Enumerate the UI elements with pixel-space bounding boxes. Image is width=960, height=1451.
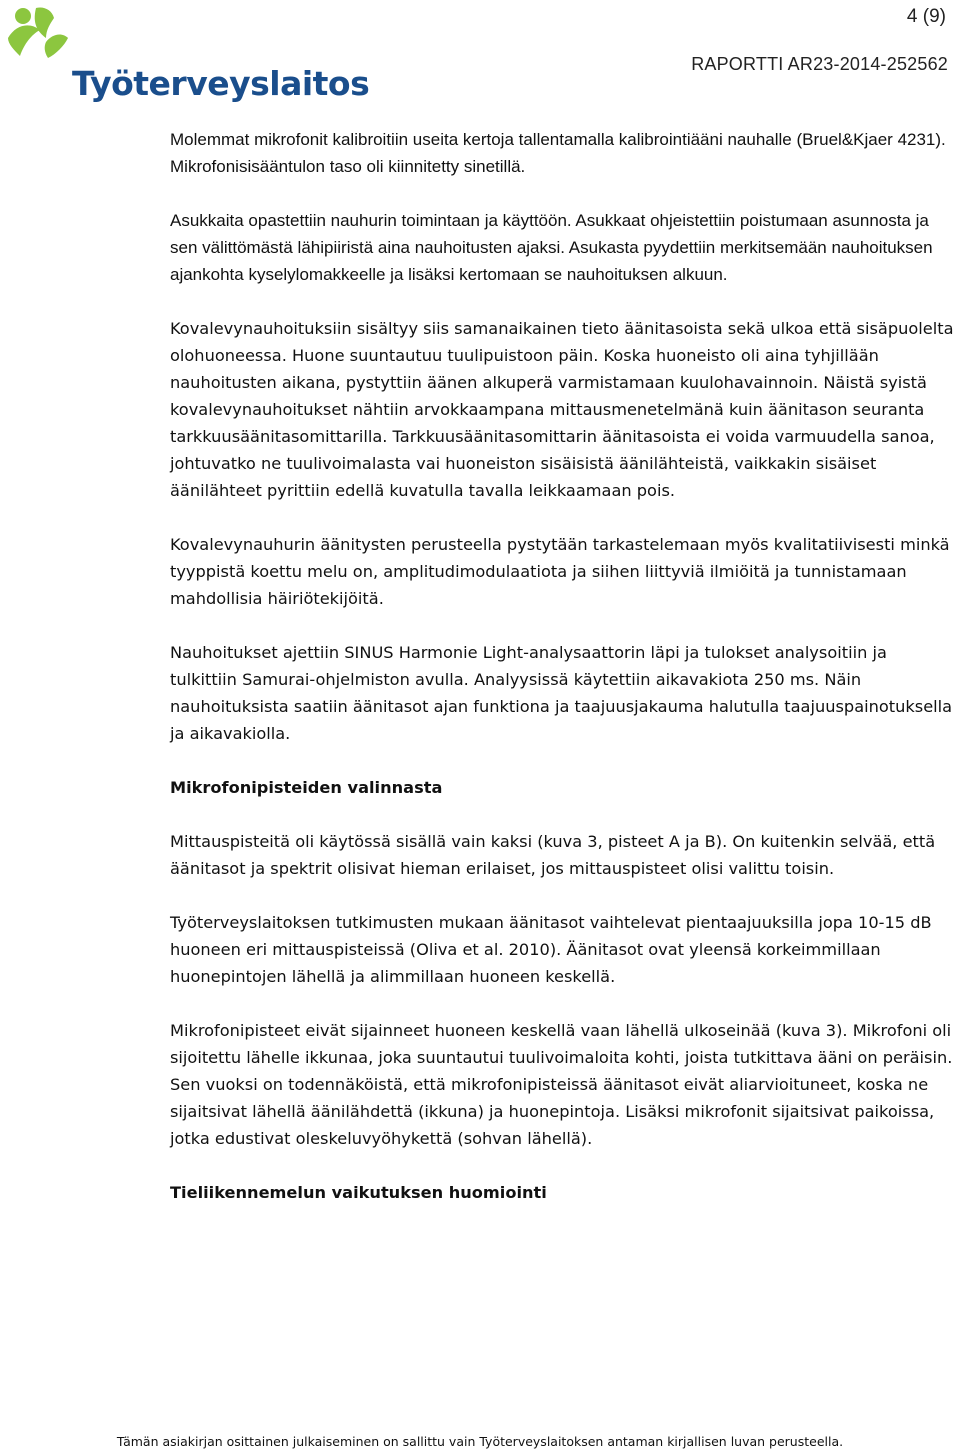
page-number: 4 (9) xyxy=(906,6,946,27)
logo-mark-icon xyxy=(6,4,76,64)
paragraph-microphone-location: Mikrofonipisteet eivät sijainneet huoneen keskellä vaan lähellä ulkoseinää (kuva 3). Mikrofoni oli sijoitettu lähelle ikkunaa, joka suuntautui tuulivoimaloita kohti, joista tutkittava ääni on peräisin. Sen vuoksi on todennäköistä, että mikrofonipisteissä äänitasot eivät aliarvioituneet, koska ne sijaitsivat lähellä äänilähdettä (ikkuna) ja huonepintoja. Lisäksi mikrofonit sijaitsivat paikoissa, jotka edustivat oleskeluvyöhykettä (sohvan lähellä). xyxy=(170,1021,953,1148)
paragraph-instructions: Asukkaita opastettiin nauhurin toimintaan ja käyttöön. Asukkaat ohjeistettiin poistumaan asunnosta ja sen välittömästä lähipiiristä aina nauhoitusten ajaksi. Asukasta pyydettiin merkitsemään nauhoituksen ajankohta kyselylomakkeelle ja lisäksi kertomaan se nauhoituksen alkuun. xyxy=(170,211,933,284)
logo-text: Työterveyslaitos xyxy=(72,64,370,103)
paragraph-calibration: Molemmat mikrofonit kalibroitiin useita kertoja tallentamalla kalibrointiääni nauhalle (Bruel&Kjaer 4231). Mikrofonisisääntulon taso oli kiinnitetty sinetillä. xyxy=(170,130,946,176)
paragraph-research: Työterveyslaitoksen tutkimusten mukaan äänitasot vaihtelevat pientaajuuksilla jopa 10-15 dB huoneen eri mittauspisteissä (Oliva et al. 2010). Äänitasot ovat yleensä korkeimmillaan huonepintojen lähellä ja alimmillaan huoneen keskellä. xyxy=(170,913,932,986)
report-id: RAPORTTI AR23-2014-252562 xyxy=(691,54,948,74)
section-heading-road-traffic: Tieliikennemelun vaikutuksen huomiointi xyxy=(170,1183,547,1202)
paragraph-recordings: Kovalevynauhoituksiin sisältyy siis samanaikainen tieto äänitasoista sekä ulkoa että sisäpuolelta olohuoneessa. Huone suuntautuu tuulipuistoon päin. Koska huoneisto oli aina tyhjillään nauhoitusten aikana, pystyttiin äänen alkuperä varmistamaan kuulohavainnoin. Näistä syistä kovalevynauhoitukset nähtiin arvokkaampana mittausmenetelmänä kuin äänitason seuranta tarkkuusäänitasomittarilla. Tarkkuusäänitasomittarin äänitasoista ei voida varmuudella sanoa, johtuvatko ne tuulivoimalasta vai huoneiston sisäisistä äänilähteistä, vaikkakin sisäiset äänilähteet pyrittiin edellä kuvatulla tavalla leikkaamaan pois. xyxy=(170,319,954,500)
paragraph-measurement-points: Mittauspisteitä oli käytössä sisällä vain kaksi (kuva 3, pisteet A ja B). On kuitenkin selvää, että äänitasot ja spektrit olisivat hieman erilaiset, jos mittauspisteet olisi valittu toisin. xyxy=(170,832,936,878)
logo xyxy=(6,4,370,104)
paragraph-analysis: Nauhoitukset ajettiin SINUS Harmonie Light-analysaattorin läpi ja tulokset analysoitiin ja tulkittiin Samurai-ohjelmiston avulla. Analyysissä käytettiin aikavakiota 250 ms. Näin nauhoituksista saatiin äänitasot ajan funktiona ja taajuusjakauma halutulla taajuuspainotuksella ja aikavakiolla. xyxy=(170,643,953,743)
section-heading-microphone-points: Mikrofonipisteiden valinnasta xyxy=(170,778,443,797)
paragraph-qualitative: Kovalevynauhurin äänitysten perusteella pystytään tarkastelemaan myös kvalitatiivisesti minkä tyyppistä koettu melu on, amplitudimodulaatiota ja siihen liittyviä ilmiöitä ja tunnistamaan mahdollisia häiriötekijöitä. xyxy=(170,535,950,608)
footer-notice: Tämän asiakirjan osittainen julkaiseminen on sallittu vain Työterveyslaitoksen antaman kirjallisen luvan perusteella. xyxy=(116,1434,844,1449)
document-body xyxy=(170,126,955,1206)
